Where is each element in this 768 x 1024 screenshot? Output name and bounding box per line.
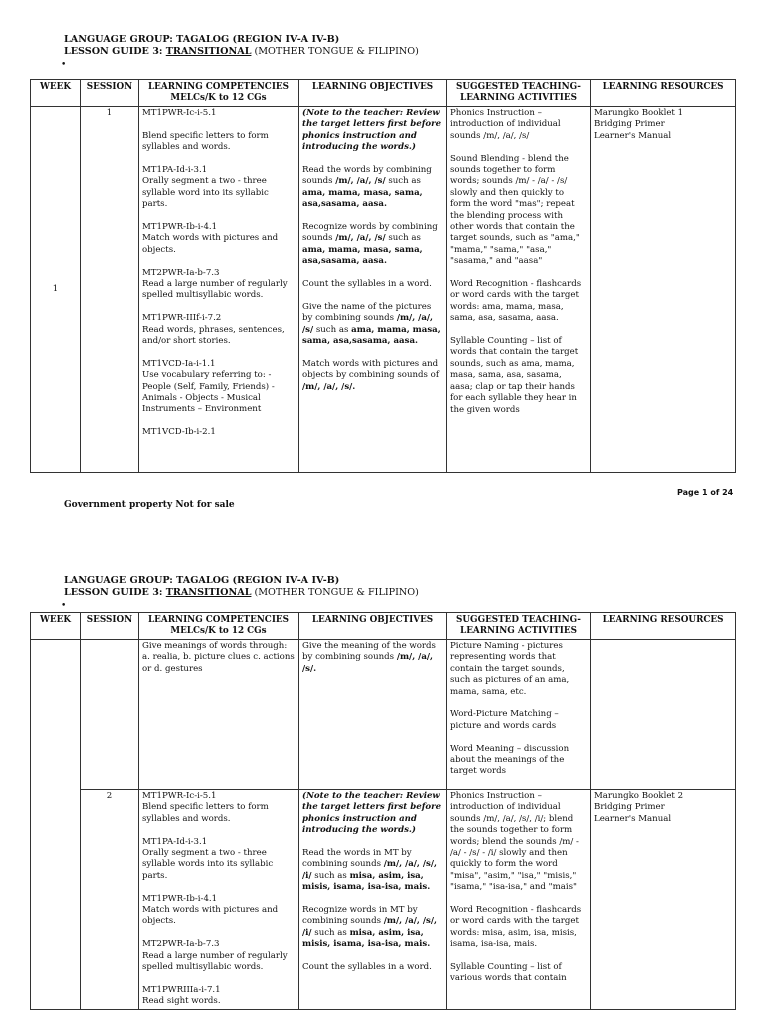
col-activities: SUGGESTED TEACHING-LEARNING ACTIVITIES: [447, 80, 591, 107]
activity: Word Recognition - flashcards or word cards with the target words: misa, asim, isa, misis, isama, isa-isa, mais.: [450, 905, 582, 950]
activity: Picture Naming - pictures representing words that contain the target sounds, such as pictures of an ama, mama, sama, etc.: [450, 641, 570, 697]
header-language-group-2: [64, 575, 419, 598]
table-header-row: [31, 613, 736, 640]
competency: MT1PWR-Ib-i-4.1 Match words with pictures and objects.: [142, 893, 279, 927]
session-cell: [81, 640, 139, 790]
activity: Sound Blending - blend the sounds together to form words; sounds /m/ - /a/ - /s/ slowly and then quickly to form the word "mas"; repeat the blending process with other words that contain the target sounds, such as "ama," "mama," "sama," "asa," "sasama," and "aasa": [450, 153, 580, 267]
activity: Word Meaning – discussion about the meanings of the target words: [450, 743, 570, 777]
competency: MT2PWR-Ia-b-7.3 Read a large number of regularly spelled multisyllabic words.: [142, 939, 288, 973]
language-group-text: LANGUAGE GROUP: TAGALOG (REGION IV-A IV-B): [64, 34, 340, 45]
competencies-cell: [139, 790, 299, 1010]
competency: MT1PWR-Ic-i-5.1 Blend specific letters to form syllables and words.: [142, 791, 269, 824]
objective: Recognize words in MT by combining sounds /m/, /a/, /s/, /i/ such as misa, asim, isa, misis, isama, isa-isa, mais.: [302, 905, 438, 950]
activity: Word-Picture Matching – picture and words cards: [450, 709, 559, 731]
objective: Read the words in MT by combining sounds /m/, /a/, /s/, /i/ such as misa, asim, isa, misis, isama, isa-isa, mais.: [302, 848, 438, 893]
lesson-guide-prefix: LESSON GUIDE 3:: [64, 45, 166, 57]
competency: MT1PWRIIIa-i-7.1 Read sight words.: [142, 984, 221, 1007]
activities-cell: [447, 107, 591, 473]
competency: MT1PA-Id-i-3.1 Orally segment a two - three syllable word into its syllabic parts.: [142, 165, 269, 210]
activity: Phonics Instruction – introduction of individual sounds /m/, /a/, /s/, /i/; blend the sounds together to form words; blend the sounds /m/ - /a/ - /s/ - /i/ slowly and then quickly to form the word "misa", "asim," "isa," "misis," "isama," "isa-isa," and "mais": [450, 791, 579, 893]
table-row: [31, 640, 736, 790]
resources-cell: Marungko Booklet 2 Bridging Primer Learner's Manual: [591, 790, 736, 1010]
objective: Count the syllables in a word.: [302, 279, 432, 290]
objective: Match words with pictures and objects by combining sounds of /m/, /a/, /s/.: [302, 358, 440, 392]
objective: Read the words by combining sounds /m/, /a/, /s/ such as ama, mama, masa, sama, asa,sasama, aasa.: [302, 165, 432, 210]
col-week: WEEK: [31, 613, 81, 640]
bullet-mark: •: [61, 60, 67, 70]
resources-cell: [591, 640, 736, 790]
week-cell: [31, 640, 81, 1010]
col-competencies: LEARNING COMPETENCIES MELCs/K to 12 CGs: [139, 613, 299, 640]
objective: Give the name of the pictures by combining sounds /m/, /a/, /s/ such as ama, mama, masa, sama, asa,sasama, aasa.: [302, 301, 441, 347]
col-resources: LEARNING RESOURCES: [591, 80, 736, 107]
col-session: SESSION: [81, 80, 139, 107]
activities-cell: [447, 790, 591, 1010]
table-row: [31, 107, 736, 473]
lesson-guide-suffix: (MOTHER TONGUE & FILIPINO): [251, 45, 419, 57]
col-objectives: LEARNING OBJECTIVES: [299, 80, 447, 107]
competency: MT1PWR-Ic-i-5.1: [142, 108, 217, 118]
lesson-guide-prefix: LESSON GUIDE 3:: [64, 586, 166, 598]
col-activities: SUGGESTED TEACHING-LEARNING ACTIVITIES: [447, 613, 591, 640]
activity: Syllable Counting – list of words that contain the target sounds, such as ama, mama, masa, sama, asa, sasama, aasa; clap or tap their hands for each syllable they hear in the given words: [450, 336, 579, 415]
objective: Count the syllables in a word.: [302, 962, 432, 973]
activity: Syllable Counting – list of various words that contain: [450, 962, 567, 984]
competency: MT1PA-Id-i-3.1 Orally segment a two - three syllable words into its syllabic parts.: [142, 836, 274, 881]
activities-cell: [447, 640, 591, 790]
competency: MT1PWR-Ib-i-4.1 Match words with pictures and objects.: [142, 222, 279, 255]
teacher-note: (Note to the teacher: Review the target letters first before phonics instruction and introducing the words.): [302, 791, 442, 836]
lesson-guide-underlined: TRANSITIONAL: [165, 586, 252, 598]
lesson-table-page-2: [30, 612, 736, 1010]
lesson-table-page-1: [30, 79, 736, 473]
lesson-guide-underlined: TRANSITIONAL: [165, 45, 252, 57]
competencies-cell: [139, 107, 299, 473]
teacher-note: (Note to the teacher: Review the target letters first before phonics instruction and introducing the words.): [302, 108, 442, 153]
objectives-cell: [299, 790, 447, 1010]
table-header-row: [31, 80, 736, 107]
competency: MT1VCD-Ib-i-2.1: [142, 427, 216, 438]
page-number: Page 1 of 24: [677, 488, 734, 497]
government-notice: Government property Not for sale: [64, 500, 235, 510]
bullet-mark: •: [61, 601, 67, 611]
week-cell: 1: [31, 107, 81, 473]
objective: Recognize words by combining sounds /m/, /a/, /s/ such as ama, mama, masa, sama, asa,sasama, aasa.: [302, 222, 438, 267]
col-resources: LEARNING RESOURCES: [591, 613, 736, 640]
resources-cell: Marungko Booklet 1 Bridging Primer Learner's Manual: [591, 107, 736, 473]
table-row: [31, 790, 736, 1010]
lesson-guide-suffix: (MOTHER TONGUE & FILIPINO): [251, 586, 419, 598]
objectives-cell: [299, 107, 447, 473]
competency: Blend specific letters to form syllables and words.: [142, 130, 269, 153]
activity: Word Recognition - flashcards or word cards with the target words: ama, mama, masa, sama, asa, sasama, aasa.: [450, 279, 582, 324]
competency: MT2PWR-Ia-b-7.3 Read a large number of regularly spelled multisyllabic words.: [142, 267, 288, 301]
col-objectives: LEARNING OBJECTIVES: [299, 613, 447, 640]
objectives-cell: Give the meaning of the words by combining sounds /m/, /a/, /s/.: [299, 640, 447, 790]
competency: MT1VCD-Ia-i-1.1 Use vocabulary referring to: - People (Self, Family, Friends) - Animals - Objects - Musical Instruments – Environment: [142, 358, 275, 415]
session-cell: 1: [81, 107, 139, 473]
language-group-text: LANGUAGE GROUP: TAGALOG (REGION IV-A IV-B): [64, 575, 340, 586]
competency: MT1PWR-IIIf-i-7.2 Read words, phrases, sentences, and/or short stories.: [142, 313, 285, 347]
activity: Phonics Instruction – introduction of individual sounds /m/, /a/, /s/: [450, 108, 561, 141]
col-competencies: LEARNING COMPETENCIES MELCs/K to 12 CGs: [139, 80, 299, 107]
session-cell: 2: [81, 790, 139, 1010]
header-language-group: [64, 34, 419, 57]
competencies-cell: Give meanings of words through: a. realia, b. picture clues c. actions or d. gestures: [139, 640, 299, 790]
col-session: SESSION: [81, 613, 139, 640]
col-week: WEEK: [31, 80, 81, 107]
